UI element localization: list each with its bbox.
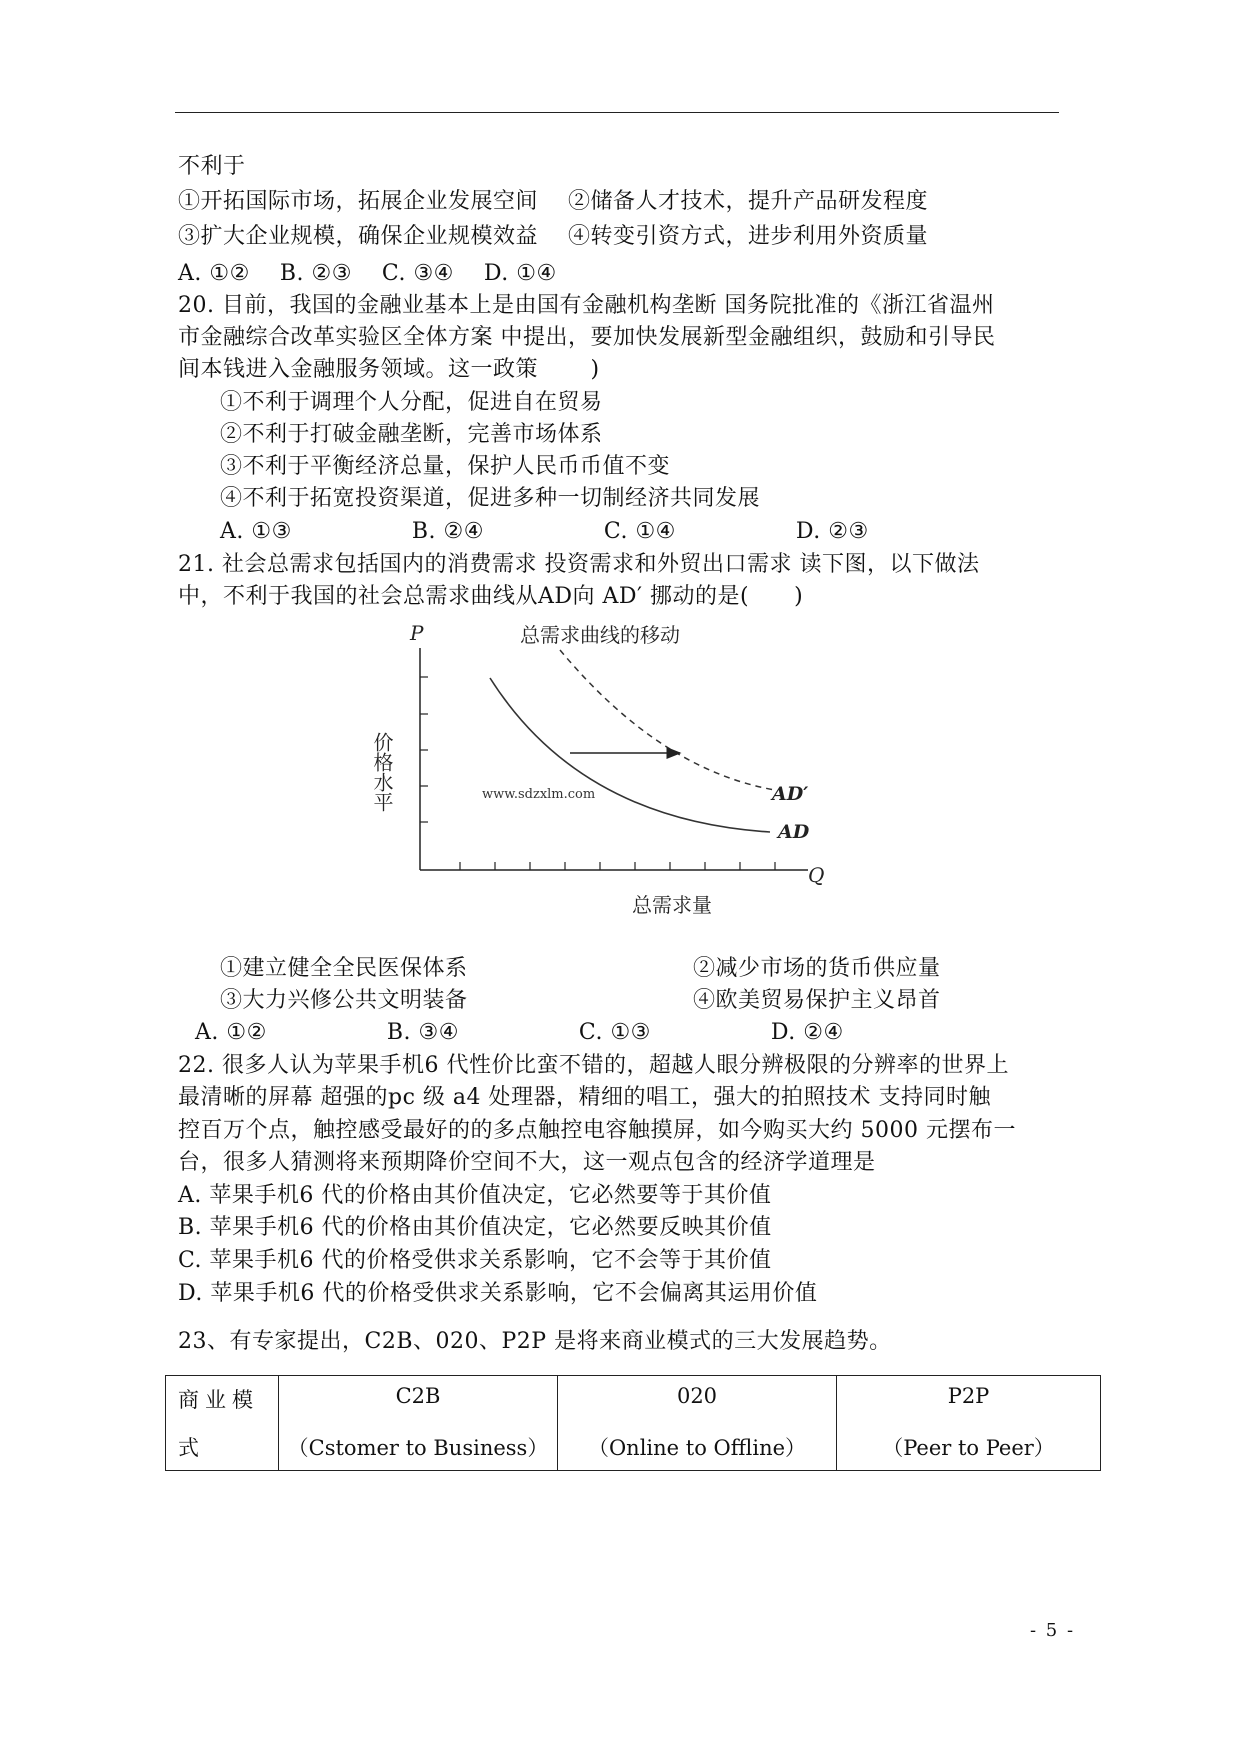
q21-item: ①建立健全全民医保体系: [220, 956, 468, 981]
q23-stem: 23、有专家提出，C2B、020、P2P 是将来商业模式的三大发展趋势。: [178, 1329, 892, 1354]
q20-stem: 20. 目前，我国的金融业基本上是由国有金融机构垄断 国务院批准的《浙江省温州: [178, 293, 995, 318]
o2o-desc: （Online to Offline）: [587, 1436, 807, 1460]
figure-title: 总需求曲线的移动: [520, 623, 680, 647]
q22-option-b: B. 苹果手机6 代的价格由其价值决定，它必然要反映其价值: [178, 1215, 772, 1240]
q22-stem: 台，很多人猜测将来预期降价空间不大，这一观点包含的经济学道理是: [178, 1150, 876, 1175]
table-cell-o2o: [558, 1376, 837, 1471]
c2b-desc: （Cstomer to Business）: [287, 1436, 549, 1460]
text-line: ①开拓国际市场，拓展企业发展空间 ②储备人才技术，提升产品研发程度: [178, 189, 928, 214]
q21-stem: 中，不利于我国的社会总需求曲线从AD向 AD′ 挪动的是( ): [178, 584, 804, 609]
y-axis-letter: P: [410, 621, 424, 645]
q20-options: A. ①③ B. ②④ C. ①④ D. ②③: [220, 519, 869, 544]
q22-option-a: A. 苹果手机6 代的价格由其价值决定，它必然要等于其价值: [178, 1183, 772, 1208]
q22-option-d: D. 苹果手机6 代的价格受供求关系影响，它不会偏离其运用价值: [178, 1281, 818, 1306]
text-line: ③扩大企业规模，确保企业规模效益 ④转变引资方式，进步利用外资质量: [178, 224, 928, 249]
o2o-label: 020: [676, 1384, 718, 1408]
q20-stem: 市金融综合改革实验区全体方案 中提出，要加快发展新型金融组织，鼓励和引导民: [178, 325, 996, 350]
table-cell-header: [166, 1376, 279, 1471]
q22-stem: 控百万个点，触控感受最好的的多点触控电容触摸屏，如今购买大约 5000 元摆布一: [178, 1118, 1016, 1143]
q20-stem: 间本钱进入金融服务领域。这一政策 ): [178, 357, 600, 382]
x-axis-label: 总需求量: [632, 893, 712, 917]
q20-item: ②不利于打破金融垄断，完善市场体系: [220, 422, 603, 447]
p2p-label: P2P: [947, 1384, 990, 1408]
ad-label: AD: [778, 821, 810, 843]
row-label-bottom: 式: [178, 1436, 205, 1460]
ad-curve: [490, 678, 770, 832]
q19-options: A. ①② B. ②③ C. ③④ D. ①④: [178, 261, 557, 286]
table-row: [166, 1376, 1101, 1471]
q21-item: ④欧美贸易保护主义昂首: [693, 988, 941, 1013]
q21-item: ③大力兴修公共文明装备: [220, 988, 468, 1013]
p2p-desc: （Peer to Peer）: [882, 1436, 1055, 1460]
header-rule: [175, 112, 1059, 113]
q22-stem: 22. 很多人认为苹果手机6 代性价比蛮不错的，超越人眼分辨极限的分辨率的世界上: [178, 1053, 1009, 1078]
x-axis-letter: Q: [808, 863, 825, 887]
y-axis-label: 价格水平: [370, 732, 394, 812]
q22-stem: 最清晰的屏幕 超强的pc 级 a4 处理器，精细的唱工，强大的拍照技术 支持同时触: [178, 1085, 991, 1110]
q21-stem: 21. 社会总需求包括国内的消费需求 投资需求和外贸出口需求 读下图，以下做法: [178, 552, 980, 577]
table-cell-c2b: [279, 1376, 558, 1471]
ad-prime-label: AD′: [772, 783, 809, 805]
c2b-label: C2B: [395, 1384, 441, 1408]
q20-item: ①不利于调理个人分配，促进自在贸易: [220, 390, 603, 415]
q22-option-c: C. 苹果手机6 代的价格受供求关系影响，它不会等于其价值: [178, 1248, 772, 1273]
row-label-top: 商业模: [178, 1388, 259, 1412]
watermark: www.sdzxlm.com: [482, 787, 596, 802]
business-model-table: [165, 1375, 1101, 1471]
ad-prime-curve: [560, 650, 775, 790]
q20-item: ④不利于拓宽投资渠道，促进多种一切制经济共同发展: [220, 486, 761, 511]
aggregate-demand-figure: [360, 620, 840, 930]
q20-item: ③不利于平衡经济总量，保护人民币币值不变: [220, 454, 671, 479]
q21-options: A. ①② B. ③④ C. ①③ D. ②④: [195, 1020, 844, 1045]
table-cell-p2p: [837, 1376, 1101, 1471]
q21-item: ②减少市场的货币供应量: [693, 956, 941, 981]
page-number: - 5 -: [1030, 1620, 1076, 1641]
text-line: 不利于: [178, 154, 246, 179]
